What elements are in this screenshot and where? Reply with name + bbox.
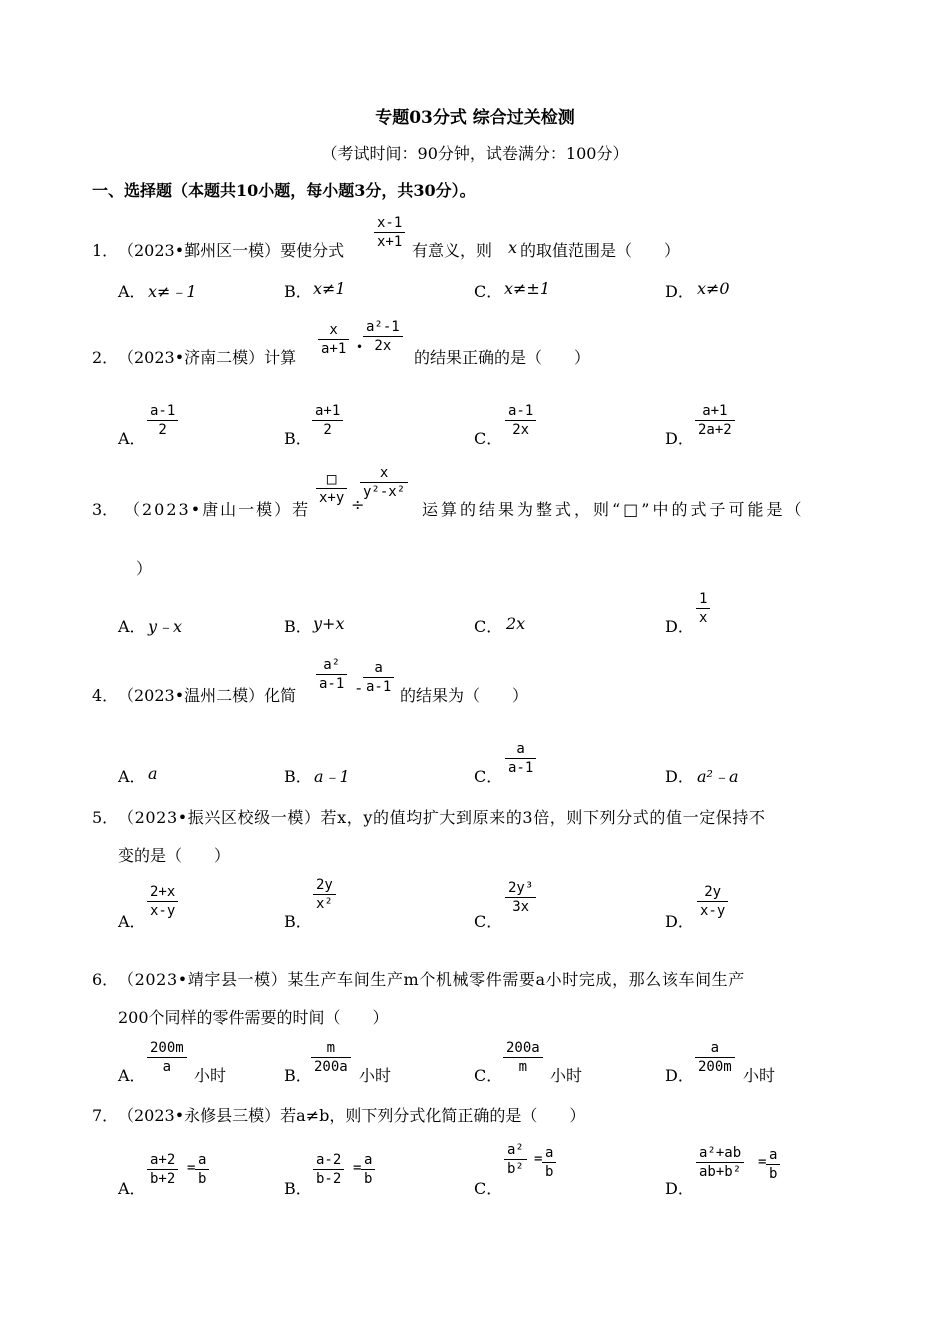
option-fraction: $\frac{2y}{x-y}$ — [697, 883, 728, 920]
question-stem: （2023•济南二模）计算 — [118, 348, 297, 367]
question-stem: （2023•温州二模）化简 — [118, 686, 297, 705]
option-right-fraction: $\frac{a}{b}$ — [195, 1151, 209, 1188]
option-fraction: $\frac{a-1}{2x}$ — [505, 402, 536, 439]
option-letter: C． — [474, 429, 503, 448]
section-heading: 一、选择题（本题共10小题，每小题3分，共30分）。 — [92, 181, 476, 200]
option-fraction: $\frac{a}{200m}$ — [695, 1039, 735, 1076]
option-letter: D． — [665, 767, 694, 786]
option-letter: C． — [474, 1066, 503, 1085]
option-fraction: $\frac{1}{x}$ — [696, 590, 710, 627]
question-number: 3． — [92, 500, 119, 519]
fraction: $\frac{\text{a²}}{a-1}$ — [316, 656, 347, 693]
question-stem: 的结果为（ ） — [400, 686, 529, 705]
question-stem: 变的是（ ） — [118, 846, 231, 865]
option-unit: 小时 — [359, 1066, 392, 1085]
option-letter: B． — [284, 1066, 312, 1085]
option-letter: C． — [474, 767, 503, 786]
option-letter: B． — [284, 617, 312, 636]
fraction: □ x+y — [316, 470, 347, 507]
question-stem: （2023•靖宇县一模）某生产车间生产m个机械零件需要a小时完成，那么该车间生产 — [118, 970, 745, 989]
option-fraction: $\frac{200m}{a}$ — [147, 1039, 187, 1076]
option-letter: A． — [118, 1066, 146, 1085]
option-letter: A． — [118, 282, 146, 301]
question-stem: 运算的结果为整式，则“□”中的式子可能是（ — [422, 500, 805, 519]
option-left-fraction: $\frac{a-2}{b-2}$ — [313, 1151, 344, 1188]
option-left-fraction: $\frac{\text{a²+ab}}{\text{ab+b²}}$ — [696, 1144, 744, 1181]
option-unit: 小时 — [194, 1066, 227, 1085]
option-letter: B． — [284, 767, 312, 786]
option-text: x≠0 — [697, 279, 730, 298]
option-letter: C． — [474, 282, 503, 301]
exam-info: （考试时间：90分钟，试卷满分：100分） — [321, 144, 629, 163]
option-letter: A． — [118, 617, 146, 636]
operator: • — [356, 340, 364, 354]
question-stem: ） — [136, 559, 153, 578]
option-text: a﹣1 — [314, 767, 350, 786]
option-text: x≠±1 — [504, 279, 551, 298]
option-fraction: $\frac{a-1}{2}$ — [147, 402, 178, 439]
option-letter: C． — [474, 1179, 503, 1198]
page-title: 专题03分式 综合过关检测 — [375, 108, 575, 128]
option-letter: B． — [284, 429, 312, 448]
option-letter: B． — [284, 1179, 312, 1198]
option-letter: D． — [665, 1066, 694, 1085]
option-text: x≠1 — [313, 279, 346, 298]
fraction: $\frac{\text{a²-1}}{2x}$ — [363, 318, 403, 355]
option-right-fraction: $\frac{a}{b}$ — [766, 1146, 780, 1183]
option-letter: D． — [665, 617, 694, 636]
question-stem: 的结果正确的是（ ） — [414, 348, 591, 367]
question-number: 2． — [92, 348, 119, 367]
option-letter: D． — [665, 429, 694, 448]
question-stem: （2023•唐山一模）若 — [124, 500, 311, 519]
question-number: 7． — [92, 1106, 119, 1125]
option-letter: D． — [665, 912, 694, 931]
option-text: y+x — [313, 614, 345, 633]
fraction: $\frac{a}{a-1}$ — [363, 659, 394, 696]
option-text: y﹣x — [148, 617, 183, 636]
fraction: $\frac{x-1}{x+1}$ — [374, 214, 405, 251]
option-letter: A． — [118, 912, 146, 931]
question-stem: （2023•振兴区校级一模）若x，y的值均扩大到原来的3倍，则下列分式的值一定保持不 — [118, 808, 766, 827]
option-letter: B． — [284, 912, 312, 931]
option-fraction: $\frac{200a}{m}$ — [503, 1039, 543, 1076]
option-letter: C． — [474, 617, 503, 636]
option-fraction: $\frac{a+1}{2a+2}$ — [695, 402, 735, 439]
option-letter: A． — [118, 429, 146, 448]
option-fraction: $\frac{\text{2y³}}{3x}$ — [505, 879, 536, 916]
variable: x — [508, 238, 518, 257]
option-letter: C． — [474, 912, 503, 931]
question-stem: 有意义，则 — [412, 241, 493, 260]
option-letter: D． — [665, 1179, 694, 1198]
operator: - — [356, 678, 362, 697]
option-right-fraction: $\frac{a}{b}$ — [361, 1151, 375, 1188]
option-text: a — [148, 764, 158, 783]
question-stem: 的取值范围是（ ） — [520, 241, 681, 260]
question-stem: （2023•鄞州区一模）要使分式 — [118, 241, 345, 260]
option-fraction: $\frac{a}{a-1}$ — [505, 740, 536, 777]
option-letter: D． — [665, 282, 694, 301]
question-number: 1． — [92, 241, 119, 260]
option-fraction: $\frac{2y}{\text{x²}}$ — [313, 876, 336, 913]
option-text: 2x — [506, 614, 526, 633]
option-letter: B． — [284, 282, 312, 301]
option-fraction: $\frac{m}{200a}$ — [311, 1039, 351, 1076]
option-text: a²﹣a — [697, 767, 739, 786]
option-left-fraction: $\frac{\text{a²}}{\text{b²}}$ — [504, 1141, 527, 1178]
question-number: 6． — [92, 970, 119, 989]
operator: ÷ — [351, 495, 365, 514]
option-fraction: $\frac{a+1}{2}$ — [312, 402, 343, 439]
question-number: 5． — [92, 808, 119, 827]
question-number: 4． — [92, 686, 119, 705]
option-unit: 小时 — [743, 1066, 776, 1085]
option-unit: 小时 — [550, 1066, 583, 1085]
option-letter: A． — [118, 767, 146, 786]
fraction: $\frac{x}{\text{y²-x²}}$ — [360, 464, 408, 501]
option-letter: A． — [118, 1179, 146, 1198]
option-left-fraction: $\frac{a+2}{b+2}$ — [147, 1151, 178, 1188]
question-stem: （2023•永修县三模）若a≠b，则下列分式化简正确的是（ ） — [118, 1106, 586, 1125]
option-fraction: $\frac{2+x}{x-y}$ — [147, 883, 178, 920]
option-right-fraction: $\frac{a}{b}$ — [542, 1144, 556, 1181]
fraction: $\frac{x}{a+1}$ — [318, 321, 349, 358]
question-stem: 200个同样的零件需要的时间（ ） — [118, 1008, 389, 1027]
option-text: x≠﹣1 — [148, 282, 197, 301]
